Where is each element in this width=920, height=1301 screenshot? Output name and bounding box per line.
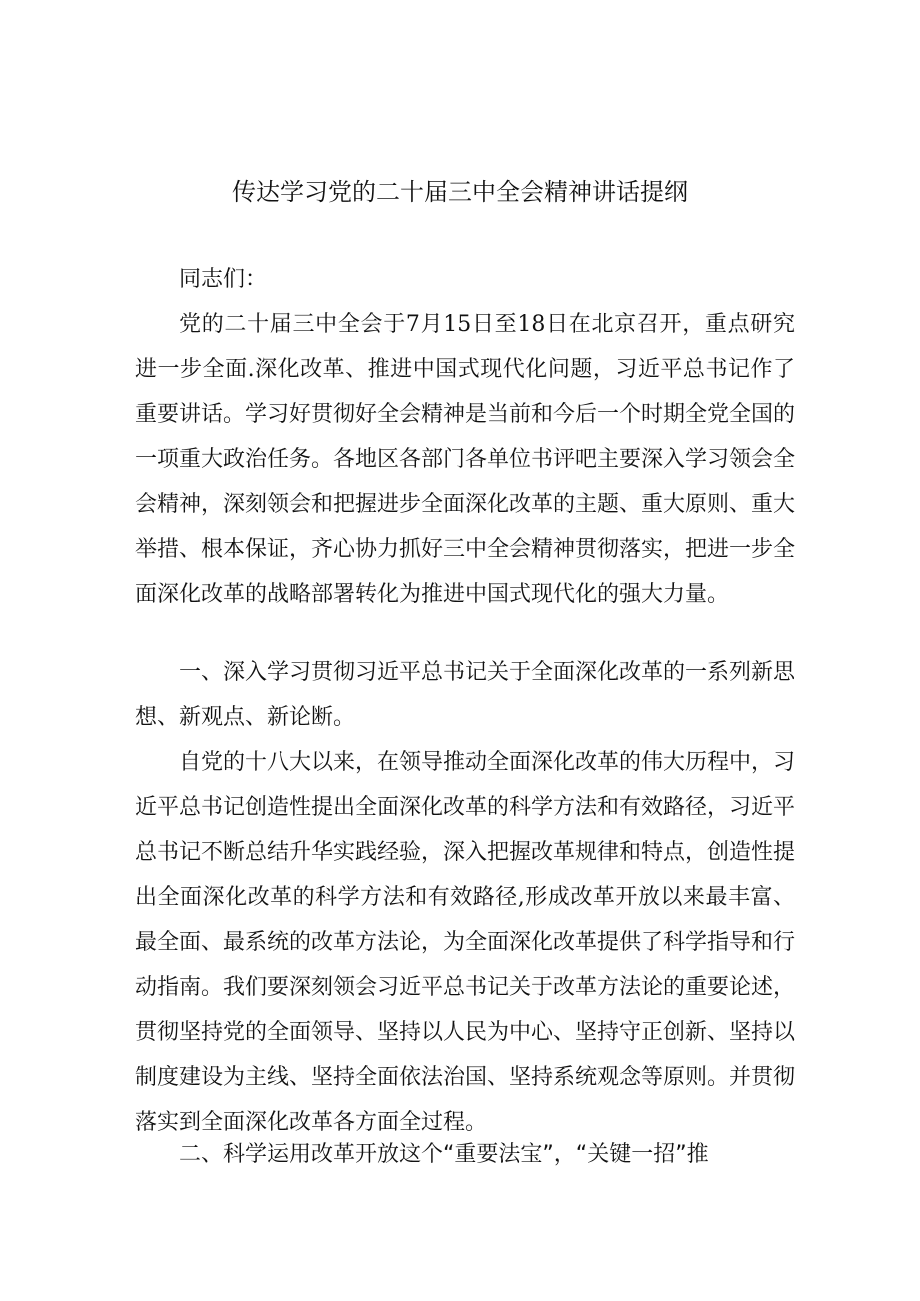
section-heading-1: 一、深入学习贯彻习近平总书记关于全面深化改革的一系列新思想、新观点、新论断。 xyxy=(135,660,796,730)
greeting: 同志们： xyxy=(179,267,268,292)
paragraph-section-1: 自党的十八大以来，在领导推动全面深化改革的伟大历程中，习近平总书记创造性提出全面深化改革的科学方法和有效路径，习近平总书记不断总结升华实践经验，深入把握改革规律和特点，创造性提出全面深化改革的科学方法和有效路径,形成改革开放以来最丰富、最全面、最系统的改革方法论，为全面深化改革提供了科学指导和行动指南。我们要深刻领会习近平总书记关于改革方法论的重要论述，贯彻坚持党的全面领导、坚持以人民为中心、坚持守正创新、坚持以制度建设为主线、坚持全面依法治国、坚持系统观念等原则。并贯彻落实到全面深化改革各方面全过程。 xyxy=(135,750,796,1135)
paragraph-intro: 党的二十届三中全会于7月15日至18日在北京召开，重点研究进一步全面.深化改革、推进中国式现代化问题，习近平总书记作了重要讲话。学习好贯彻好全会精神是当前和今后一个时期全党全国的一项重大政治任务。各地区各部门各单位书评吧主要深入学习领会全会精神，深刻领会和把握进步全面深化改革的主题、重大原则、重大举措、根本保证，齐心协力抓好三中全会精神贯彻落实，把进一步全面深化改革的战略部署转化为推进中国式现代化的强大力量。 xyxy=(135,312,796,607)
section-heading-2: 二、科学运用改革开放这个“重要法宝”，“关键一招”推 xyxy=(179,1142,709,1167)
document-title: 传达学习党的二十届三中全会精神讲话提纲 xyxy=(232,178,688,206)
